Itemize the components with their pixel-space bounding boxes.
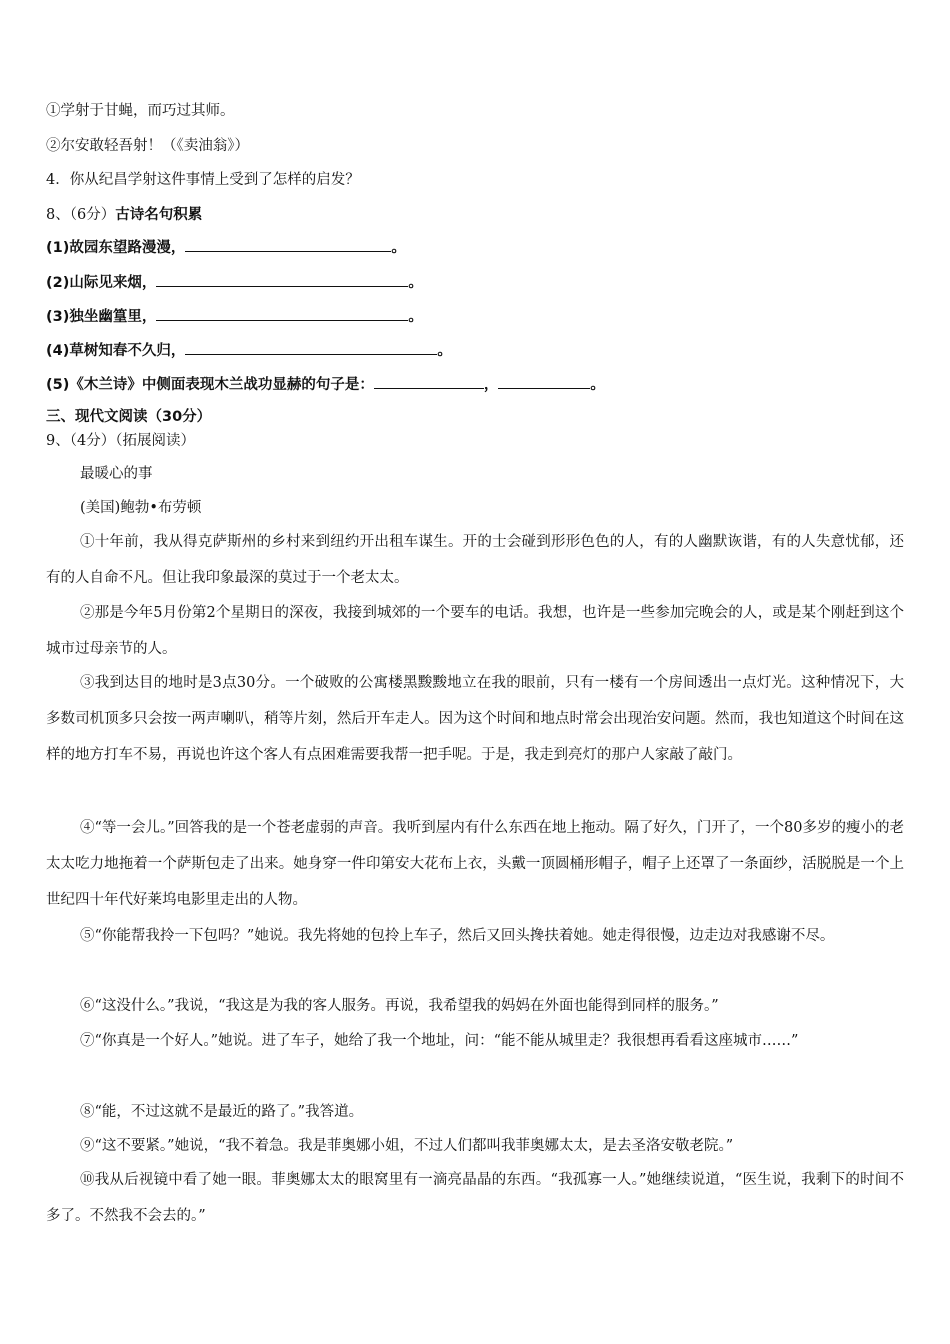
answer-blank-1[interactable]	[185, 237, 391, 252]
period-1: 。	[391, 240, 406, 256]
story-title: 最暖心的事	[80, 466, 153, 482]
story-paragraph-9: ⑨“这不要紧。”她说，“我不着急。我是菲奥娜小姐，不过人们都叫我菲奥娜太太，是去圣洛安敬老院。”	[80, 1138, 734, 1154]
story-paragraph-7: ⑦“你真是一个好人。”她说。进了车子，她给了我一个地址，问：“能不能从城里走？我很想再看看这座城市……”	[80, 1033, 799, 1049]
section-3-heading: 三、现代文阅读（30分）	[46, 409, 212, 425]
poem-line-3	[46, 306, 423, 327]
story-paragraph-6: ⑥“这没什么。”我说，“我这是为我的客人服务。再说，我希望我的妈妈在外面也能得到同样的服务。”	[80, 998, 719, 1014]
period-2: 。	[408, 275, 423, 291]
story-paragraph-2: ②那是今年5月份第2个星期日的深夜，我接到城郊的一个要车的电话。我想，也许是一些参加完晚会的人，或是某个刚赶到这个城市过母亲节的人。	[46, 605, 904, 657]
period-5: 。	[590, 377, 605, 393]
period-3: 。	[408, 309, 423, 325]
answer-blank-2[interactable]	[156, 272, 408, 287]
example-sentence-2: ②尔安敢轻吾射！（《卖油翁》）	[46, 138, 249, 154]
story-paragraph-4: ④“等一会儿。”回答我的是一个苍老虚弱的声音。我听到屋内有什么东西在地上拖动。隔了好久，门开了，一个80多岁的瘦小的老太太吃力地拖着一个萨斯包走了出来。她身穿一件印第安大花布上衣，头戴一顶圆桶形帽子，帽子上还罩了一条面纱，活脱脱是一个上世纪四十年代好莱坞电影里走出的人物。	[46, 820, 904, 908]
poem-line-2-text: (2)山际见来烟，	[46, 275, 157, 291]
poem-line-5-text: (5)《木兰诗》中侧面表现木兰战功显赫的句子是：	[46, 377, 374, 393]
answer-blank-5a[interactable]	[374, 374, 484, 389]
poem-line-1-text: (1)故园东望路漫漫，	[46, 240, 186, 256]
answer-blank-5b[interactable]	[498, 374, 590, 389]
question-4: 4．你从纪昌学射这件事情上受到了怎样的启发？	[46, 172, 360, 188]
question-9: 9、（4分）（拓展阅读）	[46, 433, 195, 449]
poem-line-4-text: (4)草树知春不久归，	[46, 343, 186, 359]
poem-line-2	[46, 272, 423, 293]
answer-blank-3[interactable]	[156, 306, 408, 321]
question-8-number: 8、（6分）	[46, 207, 116, 223]
answer-blank-4[interactable]	[185, 340, 437, 355]
story-author: (美国)鲍勃•布劳顿	[80, 500, 202, 516]
story-paragraph-1: ①十年前，我从得克萨斯州的乡村来到纽约开出租车谋生。开的士会碰到形形色色的人，有的人幽默诙谐，有的人失意忧郁，还有的人自命不凡。但让我印象最深的莫过于一个老太太。	[46, 534, 904, 586]
example-sentence-1: ①学射于甘蝇，而巧过其师。	[46, 103, 235, 119]
poem-line-4	[46, 340, 452, 361]
poem-line-1	[46, 237, 406, 258]
story-paragraph-3: ③我到达目的地时是3点30分。一个破败的公寓楼黑黢黢地立在我的眼前，只有一楼有一个房间透出一点灯光。这种情况下，大多数司机顶多只会按一两声喇叭，稍等片刻，然后开车走人。因为这个时间和地点时常会出现治安问题。然而，我也知道这个时间在这样的地方打车不易，再说也许这个客人有点困难需要我帮一把手呢。于是，我走到亮灯的那户人家敲了敲门。	[46, 675, 904, 763]
question-8-header	[46, 205, 202, 225]
period-4: 。	[437, 343, 452, 359]
comma-5: ，	[483, 377, 499, 393]
poem-line-3-text: (3)独坐幽篁里，	[46, 309, 157, 325]
story-paragraph-5: ⑤“你能帮我拎一下包吗？”她说。我先将她的包拎上车子，然后又回头搀扶着她。她走得很慢，边走边对我感谢不尽。	[80, 928, 835, 944]
poem-line-5	[46, 374, 605, 395]
story-paragraph-10: ⑩我从后视镜中看了她一眼。菲奥娜太太的眼窝里有一滴亮晶晶的东西。“我孤寡一人。”她继续说道，“医生说，我剩下的时间不多了。不然我不会去的。”	[46, 1172, 904, 1224]
story-paragraph-8: ⑧“能，不过这就不是最近的路了。”我答道。	[80, 1104, 364, 1120]
question-8-title: 古诗名句积累	[115, 207, 203, 223]
